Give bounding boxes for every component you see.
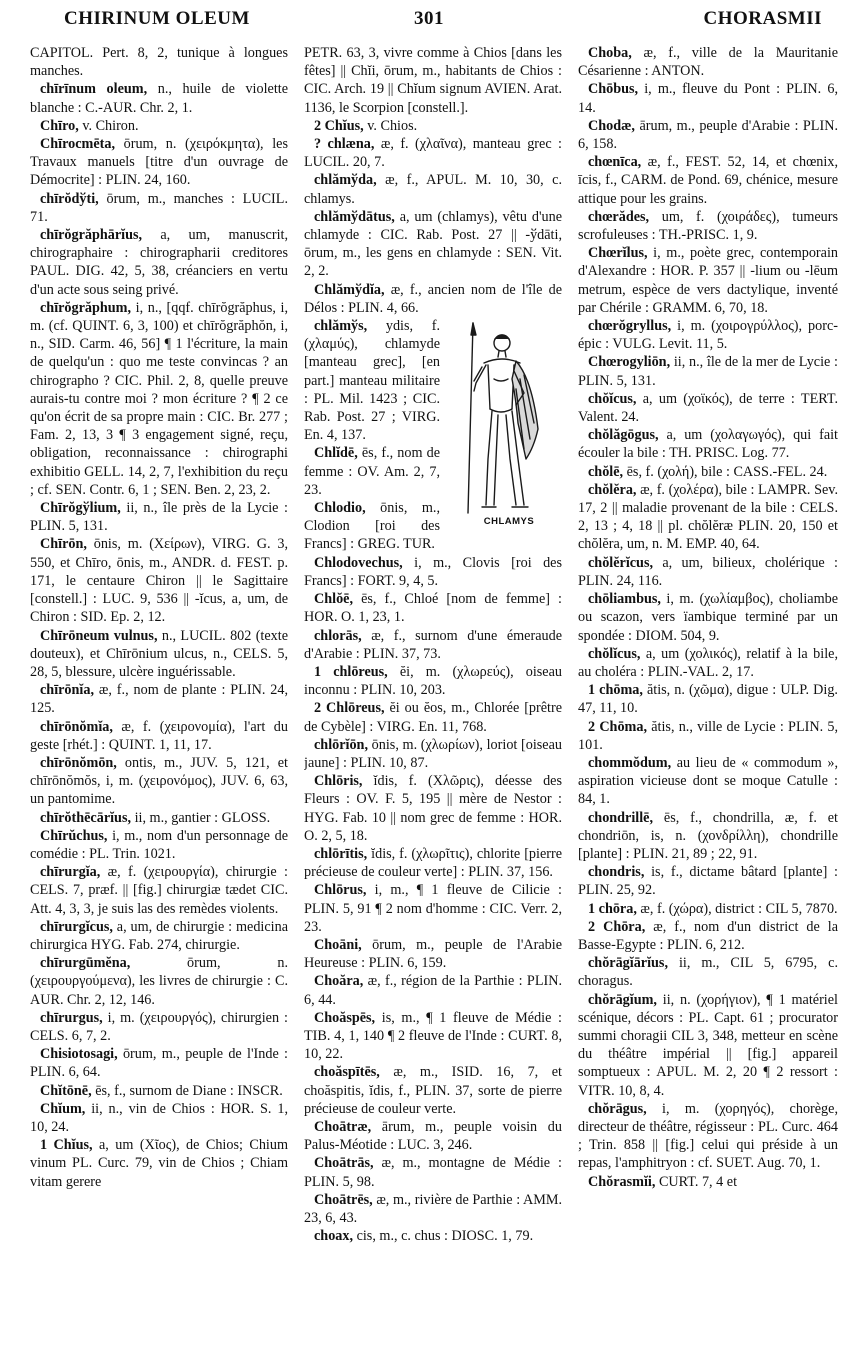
entry-definition: a, um (chlamys), vêtu d'une chlamyde : CIC. Rab. Post. 27 || -ўdāti, ōrum, m., les gens en chlamyde : SEN. Vit. 2, 2. (304, 208, 562, 280)
entry-headword: Chĭum, (40, 1100, 86, 1117)
entry-headword: chīrurgūmĕna, (40, 955, 131, 972)
entry-definition: a, um, manuscrit, chirographaire : chirographarii creditores PAUL. DIG. 42, 5, 38, créanciers en vertu d'un acte sous seing privé. (30, 227, 288, 298)
entry-definition: æ, m., montagne de Médie : PLIN. 5, 98. (304, 1155, 562, 1190)
entry-headword: Choāni, (314, 936, 362, 953)
dictionary-entry (578, 153, 838, 208)
entry-headword: chlorās, (314, 627, 362, 644)
entry-headword: chondrillē, (588, 809, 654, 826)
entry-headword: chīrŏgrăphum, (40, 299, 132, 316)
entry-definition: um, f. (χοιράδες), tumeurs scrofuleuses : TH.-PRISC. 1, 9. (578, 208, 838, 244)
entry-headword: chīrōnĭa, (40, 682, 94, 699)
dictionary-entry (578, 117, 838, 153)
dictionary-entry (578, 80, 838, 116)
entry-headword: Chlodio, (314, 500, 366, 517)
entry-definition: æ, f., APUL. M. 10, 30, c. chlamys. (304, 172, 562, 207)
entry-definition: i, m. (χορηγός), chorège, directeur de théâtre, régisseur : PL. Curc. 464 ; Trin. 858 || [fig.] celui qui préside à un repas, l'amphitryon : cf. SUET. Aug. 70, 1. (578, 1100, 838, 1172)
dictionary-entry (30, 827, 288, 863)
entry-definition: æ, f., ancien nom de l'île de Délos : PLIN. 4, 66. (304, 281, 562, 316)
dictionary-entry (30, 681, 288, 717)
entry-definition: au lieu de « commodum », aspiration vicieuse dont se moque Catulle : 84, 1. (578, 754, 838, 808)
entry-headword: chŏlē, (588, 463, 624, 480)
entry-definition: æ, f. (χλαῖνα), manteau grec : LUCIL. 20, 7. (304, 136, 562, 171)
dictionary-entry (30, 226, 288, 299)
entry-headword: chīrŏgrăphārĭus, (40, 227, 143, 244)
dictionary-entry (578, 463, 838, 481)
dictionary-entry (304, 135, 562, 171)
entry-headword: Chœrĭlus, (588, 245, 648, 262)
entry-headword: Chīro, (40, 117, 79, 134)
entry-headword: chœrădes, (588, 208, 650, 225)
entry-headword: chlămўdātus, (314, 208, 395, 225)
dictionary-entry (30, 80, 288, 116)
entry-headword: Choba, (588, 45, 632, 61)
entry-headword: chŏrāgĭārĭus, (588, 955, 668, 972)
dictionary-entry (578, 754, 838, 809)
entry-headword: 1 Chĭus, (40, 1137, 93, 1154)
entry-definition: cis, m., c. chus : DIOSC. 1, 79. (353, 1228, 534, 1245)
entry-definition: ōrum, m., manches : LUCIL. 71. (30, 190, 288, 225)
entry-headword: Chīrŭchus, (40, 827, 108, 844)
entry-headword: chlămўs, (314, 318, 368, 335)
entry-headword: chōliambus, (588, 591, 661, 608)
entry-definition: ii, m., CIL 5, 6795, c. choragus. (578, 955, 838, 990)
entry-definition: æ, f., nom de plante : PLIN. 24, 125. (30, 682, 288, 717)
entry-definition: a, um (χολαγωγός), qui fait écouler la bile : TH. PRISC. Log. 77. (578, 427, 838, 462)
entry-headword: Chlămўdĭa, (314, 281, 385, 298)
dictionary-entry (578, 554, 838, 590)
entry-definition: ătis, n., ville de Lycie : PLIN. 5, 101. (578, 718, 838, 753)
dictionary-entry (30, 1100, 288, 1136)
entry-definition: v. Chiron. (78, 117, 139, 134)
page-header (0, 0, 858, 40)
dictionary-entry (578, 918, 838, 954)
dictionary-entry (30, 499, 288, 535)
entry-definition: ii, m., gantier : GLOSS. (131, 809, 271, 826)
entry-definition: i, m. (χωλίαμβος), choliambe ou scazon, vers ïambique terminé par un spondée : DIOM. 504, 9. (578, 591, 838, 644)
dictionary-entry (304, 736, 562, 772)
dictionary-entry (578, 244, 838, 317)
dictionary-entry (30, 918, 288, 954)
dictionary-entry (304, 171, 562, 207)
entry-definition: PETR. 63, 3, vivre comme à Chios [dans les fêtes] || Chĭi, ōrum, m., habitants de Chios : CIC. Arch. 19 || Chĭum signum AVIEN. Arat. 1136, le Scorpion [constell.]. (304, 45, 562, 116)
dictionary-entry (578, 718, 838, 754)
entry-definition: i, m., nom d'un personnage de comédie : PL. Trin. 1021. (30, 827, 288, 862)
dictionary-entry (578, 863, 838, 899)
entry-headword: Chodæ, (588, 117, 635, 134)
entry-definition: æ, f., FEST. 52, 14, et chœnix, īcis, f., CARM. de Pond. 69, chénice, mesure attique pour les grains. (578, 154, 838, 207)
entry-definition: ēs, f., surnom de Diane : INSCR. (91, 1082, 283, 1099)
dictionary-entry (304, 208, 562, 281)
entry-headword: 2 Chōra, (588, 918, 646, 935)
entry-definition: ārum, m., peuple voisin du Palus-Méotide : LUC. 3, 246. (304, 1118, 562, 1154)
entry-definition: ĭdis, f. (Χλῶρις), déesse des Fleurs : OV. F. 5, 195 || mère de Nestor : HYG. Fab. 10 || nom grec de femme : HOR. O. 2, 5, 18. (304, 773, 562, 844)
entry-headword: chŏrāgus, (588, 1100, 647, 1117)
dictionary-entry (304, 936, 562, 972)
entry-headword: chŏrāgĭum, (588, 991, 657, 1008)
dictionary-entry (304, 281, 562, 317)
dictionary-entry (30, 754, 288, 809)
dictionary-entry (304, 1009, 562, 1064)
dictionary-entry (578, 681, 838, 717)
dictionary-entry (578, 809, 838, 864)
entry-definition: v. Chios. (363, 117, 418, 134)
entry-headword: chīrōnŏmĭa, (40, 718, 113, 735)
dictionary-entry (578, 954, 838, 990)
entry-definition: ii, n., vin de Chios : HOR. S. 1, 10, 24. (30, 1100, 288, 1135)
entry-definition: ōrum, n. (χειρόκμητα), les Travaux manuels [titre d'un ouvrage de Démocrite] : PLIN. 24, 160. (30, 136, 288, 189)
entry-headword: chommŏdum, (588, 754, 672, 771)
entry-headword: Chlodovechus, (314, 554, 403, 571)
entry-definition: ătis, n. (χῶμα), digue : ULP. Dig. 47, 11, 10. (578, 682, 838, 717)
entry-definition: i, m., fleuve du Pont : PLIN. 6, 14. (578, 81, 838, 116)
entry-definition: i, m., Clovis [roi des Francs] : FORT. 9, 4, 5. (304, 554, 562, 589)
entry-headword: Chœrogyliōn, (588, 354, 671, 371)
dictionary-entry (30, 627, 288, 682)
dictionary-entry (578, 1100, 838, 1173)
entry-headword: chŏlăgōgus, (588, 427, 659, 444)
entry-headword: Chīrōn, (40, 536, 87, 553)
page-number: 301 (414, 8, 444, 29)
entry-headword: Chīrocmēta, (40, 136, 115, 153)
entry-definition: ōrum, m., peuple de l'Arabie Heureuse : PLIN. 6, 159. (304, 936, 562, 972)
dictionary-entry (304, 845, 562, 881)
dictionary-entry (30, 135, 288, 190)
entry-definition: æ, f. (χολέρα), bile : LAMPR. Sev. 17, 2 || maladie provenant de la bile : CELS. 2, 13 ; 4, 18 || pl. chŏlĕræ PLIN. 20, 150 et chŏlĕra, um, n. M. EMP. 40, 64. (578, 481, 838, 553)
entry-headword: ? chlæna, (314, 136, 375, 153)
dictionary-entry (30, 117, 288, 135)
entry-definition: ōnis, m. (Χείρων), VIRG. G. 3, 550, et Chīro, ōnis, m., ANDR. d. FEST. p. 171, le centaure Chiron || le Sagittaire [constell.] : LUC. 9, 536 || -ĭcus, a, um, de Chiron : SID. Ep. 2, 12. (30, 536, 288, 626)
entry-definition: a, um (Χῖος), de Chios; Chium vinum PL. Curc. 79, vin de Chios ; Chiam vitam gerere (30, 1137, 288, 1190)
chlamys-illustration (446, 319, 562, 533)
entry-headword: chŏĭcus, (588, 390, 637, 407)
entry-definition: æ, f. (χειρονομία), l'art du geste [rhét.] : QUINT. 1, 11, 17. (30, 718, 288, 753)
entry-headword: Chĭtōnē, (40, 1082, 92, 1099)
dictionary-entry (304, 117, 562, 135)
dictionary-entry (304, 590, 562, 626)
entry-headword: Chlŏē, (314, 591, 354, 608)
entry-definition: a, um (χολικός), relatif à la bile, au choléra : PLIN.-VAL. 2, 17. (578, 645, 838, 680)
entry-definition: ēs, f., nom de femme : OV. Am. 2, 7, 23. (304, 445, 440, 498)
entry-definition: ydis, f. (χλαμύς), chlamyde [manteau grec], [en part.] manteau militaire : PL. Mil. 1423 ; CIC. Rab. Post. 27 ; VIRG. En. 4, 137. (304, 318, 440, 444)
dictionary-entry (30, 1082, 288, 1100)
entry-headword: chondris, (588, 864, 645, 881)
dictionary-entry (578, 317, 838, 353)
entry-headword: chœrŏgryllus, (588, 318, 672, 335)
dictionary-entry (578, 390, 838, 426)
entry-headword: Chlōrus, (314, 882, 367, 899)
dictionary-entry (304, 1227, 562, 1245)
entry-definition: ii, n. (χορήγιον), ¶ 1 matériel scénique, décors : PL. Capt. 61 ; procurator summi choragii CIL 3, 348, metteur en scène du théâtre impérial || [fig.] appareil somptueux : APUL. M. 2, 20 ¶ 2 ressort : VITR. 10, 8, 4. (578, 991, 838, 1099)
dictionary-entry (578, 590, 838, 645)
entry-definition: ōnis, m., Clodion [roi des Francs] : GREG. TUR. (304, 500, 440, 553)
entry-definition: ontis, m., JUV. 5, 121, et chīrōnŏmŏs, i, m. (χειρονόμος), JUV. 6, 63, un pantomime. (30, 754, 288, 808)
dictionary-entry (578, 44, 838, 80)
entry-headword: chŏlĕrĭcus, (588, 554, 654, 571)
entry-definition: n., huile de violette blanche : C.-AUR. Chr. 2, 1. (30, 81, 288, 116)
entry-headword: choăspītēs, (314, 1064, 380, 1081)
entry-headword: Chōbus, (588, 81, 639, 98)
dictionary-entry (304, 554, 562, 590)
entry-definition: ōnis, m. (χλωρίων), loriot [oiseau jaune] : PLIN. 10, 87. (304, 736, 562, 771)
entry-headword: Chisiotosagi, (40, 1046, 118, 1063)
entry-headword: Chŏrasmĭi, (588, 1173, 656, 1190)
entry-definition: ārum, m., peuple d'Arabie : PLIN. 6, 158. (578, 117, 838, 153)
entry-definition: CURT. 7, 4 et (655, 1173, 738, 1190)
entry-headword: Choăspēs, (314, 1009, 376, 1026)
entry-definition: i, m. (χειρουργός), chirurgien : CELS. 6, 7, 2. (30, 1009, 288, 1044)
entry-headword: chīrurgus, (40, 1009, 103, 1026)
dictionary-entry (30, 954, 288, 1009)
entry-definition: æ, f., nom d'un district de la Basse-Egypte : PLIN. 6, 212. (578, 918, 838, 953)
entry-definition: ĭdis, f. (χλωρῖτις), chlorite [pierre précieuse de couleur verte] : PLIN. 37, 156. (304, 845, 562, 881)
running-head-right: CHORASMII (703, 8, 822, 29)
entry-definition: i, m. (χοιρογρύλλος), porc-épic : VULG. Levit. 11, 5. (578, 318, 838, 353)
entry-definition: æ, f., surnom d'une émeraude d'Arabie : PLIN. 37, 73. (304, 627, 562, 662)
entry-headword: Chlōris, (314, 773, 363, 790)
entry-headword: 1 chlōreus, (314, 663, 388, 680)
dictionary-entry (578, 481, 838, 554)
entry-definition: æ, f., ville de la Mauritanie Césarienne : ANTON. (578, 45, 838, 80)
entry-headword: 2 Chlōreus, (314, 700, 385, 717)
dictionary-entry (578, 353, 838, 389)
entry-definition: æ, f., région de la Parthie : PLIN. 6, 44. (304, 973, 562, 1008)
entry-headword: chīrōnŏmōn, (40, 754, 117, 771)
entry-definition: æ, m., rivière de Parthie : AMM. 23, 6, 43. (304, 1191, 562, 1226)
entry-headword: 1 chōra, (588, 900, 637, 917)
dictionary-entry (578, 208, 838, 244)
entry-headword: Choātrās, (314, 1155, 374, 1172)
dictionary-entry (30, 718, 288, 754)
dictionary-entry (304, 1154, 562, 1190)
entry-headword: chœnīca, (588, 154, 642, 171)
entry-definition: ēs, f., chondrilla, æ, f. et chondriōn, is, n. (χονδρίλλη), chondrille [plante] : PLIN. 21, 89 ; 22, 91. (578, 809, 838, 862)
entry-definition: ēs, f. (χολή), bile : CASS.-FEL. 24. (623, 463, 828, 480)
entry-headword: Choātræ, (314, 1118, 372, 1135)
dictionary-entry (304, 1118, 562, 1154)
entry-definition: æ, m., ISID. 16, 7, et choăspitis, ĭdis, f., PLIN. 37, sorte de pierre précieuse de couleur verte. (304, 1064, 562, 1117)
entry-headword: 1 chōma, (588, 682, 643, 699)
entry-headword: chīrīnum oleum, (40, 81, 148, 98)
entry-definition: ōrum, m., peuple de l'Inde : PLIN. 6, 64. (30, 1046, 288, 1081)
entry-headword: chŏlĭcus, (588, 645, 641, 662)
dictionary-entry (578, 1173, 838, 1191)
entry-definition: ĕi ou ĕos, m., Chlorée [prêtre de Cybèle] : VIRG. En. 11, 768. (304, 700, 562, 735)
dictionary-entry (30, 535, 288, 626)
dictionary-entry (30, 809, 288, 827)
entry-definition: is, f., dictame bâtard [plante] : PLIN. 25, 92. (578, 864, 838, 899)
entry-definition: ōrum, n. (χειρουργούμενα), les livres de chirurgie : C. AUR. Chr. 2, 12, 146. (30, 955, 288, 1008)
entry-headword: chlămўda, (314, 172, 377, 189)
entry-headword: chīrurgĭa, (40, 864, 101, 881)
dictionary-entry (304, 627, 562, 663)
dictionary-entry (304, 663, 562, 699)
chlamys-figure-icon (446, 319, 562, 515)
dictionary-entry (304, 1063, 562, 1118)
entry-definition: ii, n., île près de la Lycie : PLIN. 5, 131. (30, 500, 288, 535)
entry-headword: Choātrēs, (314, 1191, 373, 1208)
entry-headword: 2 Chĭus, (314, 117, 364, 134)
dictionary-entry (578, 991, 838, 1100)
entry-definition: a, um, bilieux, cholérique : PLIN. 24, 116. (578, 554, 838, 589)
entry-definition: i, m., poète grec, contemporain d'Alexandre : HOR. P. 357 || -lium ou -lēum metrum, espèce de vers dactylique, inventé par Chérile : GRAMM. 6, 70, 18. (578, 245, 838, 316)
entry-headword: choax, (314, 1228, 354, 1245)
illustration-caption: CHLAMYS (483, 516, 535, 528)
dictionary-entry (30, 1136, 288, 1191)
dictionary-entry (304, 772, 562, 845)
column-middle (304, 44, 562, 1352)
entry-headword: chīrurgĭcus, (40, 918, 113, 935)
dictionary-entry (578, 426, 838, 462)
entry-headword: Choăra, (314, 973, 364, 990)
column-left (30, 44, 288, 1352)
dictionary-entry (578, 900, 838, 918)
dictionary-entry (30, 190, 288, 226)
entry-headword: chŏlĕra, (588, 481, 637, 498)
dictionary-entry (304, 1191, 562, 1227)
entry-headword: chlōrĭōn, (314, 736, 368, 753)
dictionary-entry (304, 881, 562, 936)
dictionary-entry (304, 972, 562, 1008)
entry-definition: is, m., ¶ 1 fleuve de Médie : TIB. 4, 1, 140 ¶ 2 fleuve de l'Inde : CURT. 8, 10, 22. (304, 1009, 562, 1063)
dictionary-entry (304, 699, 562, 735)
dictionary-entry (30, 1009, 288, 1045)
entry-definition: ĕi, m. (χλωρεύς), oiseau inconnu : PLIN. 10, 203. (304, 663, 562, 699)
entry-definition: CAPITOL. Pert. 8, 2, tunique à longues manches. (30, 45, 288, 80)
entry-definition: i, n., [qqf. chīrŏgrăphus, i, m. (cf. QUINT. 6, 3, 100) et chīrŏgrăphŏn, i, n., SID. Carm. 46, 56] ¶ 1 l'écriture, la main de quelqu'un : quo me teste convincas ? an chirographo ? CIC. Phil. 2, 8, quelle preuve aurais-tu contre moi ? mon écriture ? ¶ 2 ce qu'on écrit de sa propre main : CIC. Br. 277 ; Fam. 2, 13, 3 ¶ 3 engagement signé, reçu, obligation, reconnaissance : chirographi exhibitio GELL. 14, 2, 7, l'exhibition du reçu ; cf. SEN. Contr. 6, 1 ; SEN. Ben. 2, 23, 2. (30, 299, 288, 498)
dictionary-entry (30, 863, 288, 918)
dictionary-entry (30, 1045, 288, 1081)
running-head-left: CHIRINUM OLEUM (64, 8, 250, 29)
entry-headword: Chīrōneum vulnus, (40, 627, 158, 644)
dictionary-entry (578, 645, 838, 681)
entry-definition: æ, f. (χώρα), district : CIL 5, 7870. (636, 900, 838, 917)
entry-headword: 2 Chōma, (588, 718, 648, 735)
entry-headword: chīrŏthēcārĭus, (40, 809, 132, 826)
entry-definition: ii, n., île de la mer de Lycie : PLIN. 5, 131. (578, 354, 838, 389)
entry-definition: a, um (χοϊκός), de terre : TERT. Valent. 24. (578, 390, 838, 426)
entry-headword: chlōrītis, (314, 845, 368, 862)
entry-headword: chīrŏdўti, (40, 190, 99, 207)
entry-definition: n., LUCIL. 802 (texte douteux), et Chīrōnium ulcus, n., CELS. 5, 28, 5, blessure, ulcère inguérissable. (30, 627, 288, 680)
entry-definition: a, um, de chirurgie : medicina chirurgica HYG. Fab. 274, chirurgie. (30, 918, 288, 953)
column-right (578, 44, 838, 1352)
entry-headword: Chlĭdē, (314, 445, 358, 462)
entry-definition: i, m., ¶ 1 fleuve de Cilicie : PLIN. 5, 91 ¶ 2 nom d'homme : CIC. Verr. 2, 23. (304, 882, 562, 935)
dictionary-entry (30, 44, 288, 80)
dictionary-entry (30, 299, 288, 499)
entry-definition: ēs, f., Chloé [nom de femme] : HOR. O. 1, 23, 1. (304, 591, 562, 626)
entry-definition: æ, f. (χειρουργία), chirurgie : CELS. 7, præf. || [fig.] chirurgiæ tædet CIC. Att. 4, 3, 3, je suis las des remèdes violents. (30, 864, 288, 917)
dictionary-entry (304, 44, 562, 117)
entry-headword: Chīrŏgўlium, (40, 500, 121, 517)
